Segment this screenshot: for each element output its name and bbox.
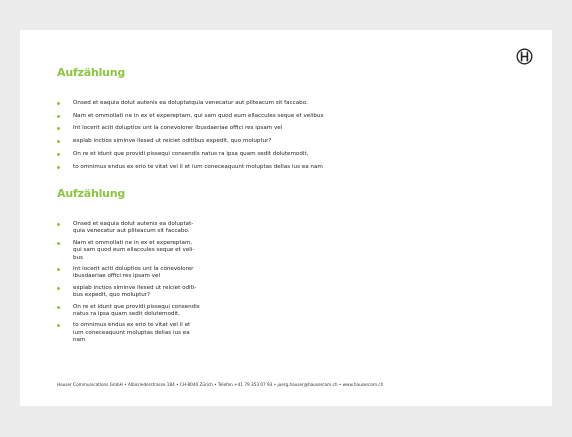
list-item xyxy=(57,285,200,300)
bullet-icon xyxy=(57,140,60,143)
bullet-list-2 xyxy=(57,221,200,349)
list-item xyxy=(57,125,323,132)
list-item-text: nam xyxy=(73,337,86,344)
list-item-text: explab inctios siminve llesed ut reiciet oditi- xyxy=(73,284,197,291)
list-item-text: natus ra ipsa quam sedit dolutemodit, xyxy=(73,311,180,318)
list-item xyxy=(57,266,200,281)
bullet-icon xyxy=(57,324,60,327)
list-item-text: Int locerit aciti doluptios unt la conevolorer ibusdaeriae offici res ipsam vel xyxy=(73,125,283,132)
bullet-icon xyxy=(57,268,60,271)
bullet-icon xyxy=(57,166,60,169)
list-item-text: ium coneceaquunt moluptas delias ius ea xyxy=(73,329,190,336)
list-item xyxy=(57,164,323,171)
list-item xyxy=(57,138,323,145)
list-item-text: Nam et ommollati ne in ex et expereptam, xyxy=(73,239,193,246)
list-item xyxy=(57,322,200,344)
document-page xyxy=(20,30,552,406)
list-item xyxy=(57,151,323,158)
list-item-text: On re et idunt que providi pissequi consendis natus ra ipsa quam sedit dolutemodit, xyxy=(73,150,309,157)
footer-address: Hauser Communications GmbH • Albisriederstrasse 184 • CH-8040 Zürich • Telefon +41 79 353 07 93 • juerg.hauser@hausercom.ch • www.hausercom.ch xyxy=(57,382,384,387)
list-item-text: On re et idunt que providi pissequi consendis xyxy=(73,303,200,310)
list-item-text: Onsed et eaquia dolut autenis ea doluptat- xyxy=(73,221,194,227)
bullet-icon xyxy=(57,242,60,245)
list-item-text: bus xyxy=(73,254,84,261)
hauser-h-logo-icon xyxy=(516,48,533,65)
list-item-text: ibusdaeriae offici res ipsam vel xyxy=(73,273,161,280)
list-item-text: quia venecatur aut pliteacum sit faccabo. xyxy=(73,228,190,235)
section-heading-1: Aufzählung xyxy=(57,66,126,79)
bullet-list-1 xyxy=(57,100,323,176)
bullet-icon xyxy=(57,115,60,118)
bullet-icon xyxy=(57,223,60,226)
list-item-text: qui sam quod eum ellaccules seque et veli- xyxy=(73,247,195,254)
list-item-text: to omnimus endus ex erio te vitat vel il et ium coneceaquunt moluptas delias ius ea nam xyxy=(73,163,323,170)
bullet-icon xyxy=(57,153,60,156)
list-item-text: to omnimus endus ex erio te vitat vel il et xyxy=(73,322,191,329)
list-item xyxy=(57,221,200,236)
bullet-icon xyxy=(57,127,60,130)
bullet-icon xyxy=(57,287,60,290)
list-item xyxy=(57,240,200,262)
bullet-icon xyxy=(57,306,60,309)
list-item xyxy=(57,113,323,120)
list-item-text: Int locerit aciti doluptios unt la conevolorer xyxy=(73,266,194,273)
list-item-text: Nam et ommollati ne in ex et expereptam, qui sam quod eum ellaccules seque et velibus xyxy=(73,112,324,119)
list-item-text: explab inctios siminve llesed ut reiciet oditibus expedit, quo moluptur? xyxy=(73,138,272,145)
section-heading-2: Aufzählung xyxy=(57,187,126,200)
list-item-text: bus expedit, quo moluptur? xyxy=(73,292,151,299)
list-item-text: Onsed et eaquia dolut autenis ea doluptatquia venecatur aut pliteacum sit faccabo. xyxy=(73,100,308,106)
bullet-icon xyxy=(57,102,60,105)
list-item xyxy=(57,304,200,319)
list-item xyxy=(57,100,323,107)
